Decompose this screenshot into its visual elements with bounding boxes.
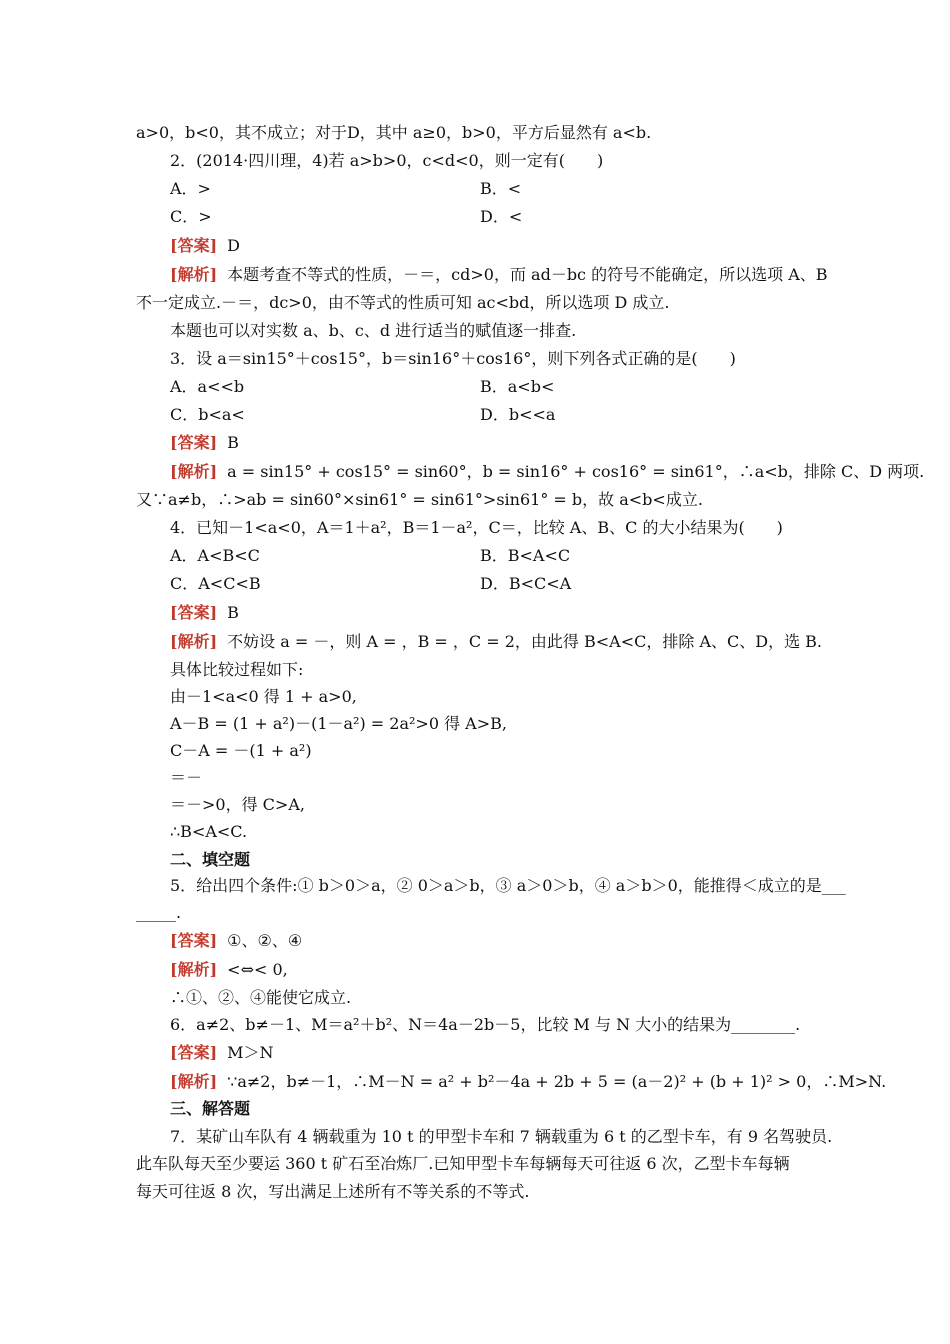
analysis-text: <⇔< 0, — [227, 960, 288, 979]
option-b: B．a<b< — [480, 377, 555, 396]
question-2: 2．(2014·四川理，4)若 a>b>0，c<d<0，则一定有( ) — [170, 151, 604, 170]
answer-tag: [答案] — [170, 433, 218, 452]
option-c: C．b<a< — [170, 405, 245, 424]
option-d: D．b<<a — [480, 405, 556, 424]
answer-line — [170, 931, 302, 951]
text-line: ∴①、②、④能使它成立. — [170, 988, 352, 1007]
text-line: ＝－ — [170, 768, 203, 787]
analysis-line — [170, 960, 288, 980]
text-line: 每天可往返 8 次，写出满足上述所有不等关系的不等式. — [136, 1182, 530, 1201]
answer-value: B — [227, 603, 239, 622]
analysis-text: ∵a≠2，b≠－1，∴M－N = a² + b²－4a + 2b + 5 = (a－2)² + (b + 1)² > 0，∴M>N. — [227, 1072, 887, 1091]
analysis-tag: [解析] — [170, 960, 218, 979]
answer-value: D — [227, 236, 240, 255]
analysis-text: 本题考查不等式的性质，－＝，cd>0，而 ad－bc 的符号不能确定，所以选项 A、B — [227, 265, 828, 284]
option-c: C．> — [170, 207, 212, 226]
analysis-tag: [解析] — [170, 265, 218, 284]
answer-line — [170, 433, 239, 453]
analysis-line — [170, 462, 924, 482]
answer-tag: [答案] — [170, 931, 218, 950]
answer-line — [170, 1043, 274, 1063]
option-b: B．< — [480, 179, 522, 198]
analysis-text: 不妨设 a = －，则 A = ，B = ，C = 2，由此得 B<A<C，排除 A、C、D，选 B. — [227, 632, 823, 651]
analysis-line — [170, 1072, 886, 1092]
question-6: 6．a≠2、b≠－1、M＝a²＋b²、N＝4a－2b－5，比较 M 与 N 大小的结果为________. — [170, 1015, 801, 1034]
answer-tag: [答案] — [170, 603, 218, 622]
option-c: C．A<C<B — [170, 574, 261, 593]
answer-line — [170, 603, 239, 623]
option-a: A．A<B<C — [170, 546, 260, 565]
text-line: _____. — [136, 903, 182, 922]
analysis-tag: [解析] — [170, 1072, 218, 1091]
question-7: 7．某矿山车队有 4 辆载重为 10 t 的甲型卡车和 7 辆载重为 6 t 的乙型卡车，有 9 名驾驶员. — [170, 1127, 833, 1146]
answer-line — [170, 236, 240, 256]
text-line: 又∵a≠b，∴>ab = sin60°×sin61° = sin61°>sin61° = b，故 a<b<成立. — [136, 490, 703, 509]
question-5: 5．给出四个条件:① b＞0＞a，② 0＞a＞b，③ a＞0＞b，④ a＞b＞0，能推得＜成立的是___ — [170, 876, 846, 895]
option-a: A．a<<b — [170, 377, 245, 396]
question-3: 3．设 a＝sin15°＋cos15°，b＝sin16°＋cos16°，则下列各式正确的是( ) — [170, 349, 736, 368]
text-line: 不一定成立.－＝，dc>0，由不等式的性质可知 ac<bd，所以选项 D 成立. — [136, 293, 670, 312]
option-b: B．B<A<C — [480, 546, 571, 565]
text-line: A－B = (1 + a²)－(1－a²) = 2a²>0 得 A>B, — [170, 714, 507, 733]
analysis-tag: [解析] — [170, 632, 218, 651]
option-a: A．> — [170, 179, 211, 198]
answer-value: B — [227, 433, 239, 452]
text-line: 本题也可以对实数 a、b、c、d 进行适当的赋值逐一排查. — [170, 321, 577, 340]
answer-tag: [答案] — [170, 1043, 218, 1062]
analysis-text: a = sin15° + cos15° = sin60°，b = sin16° + cos16° = sin61°，∴a<b，排除 C、D 两项. — [227, 462, 925, 481]
text-line: 具体比较过程如下: — [170, 660, 304, 679]
option-d: D．< — [480, 207, 523, 226]
question-4: 4．已知－1<a<0，A＝1＋a²，B＝1－a²，C＝，比较 A、B、C 的大小结果为( ) — [170, 518, 783, 537]
text-line: C－A = －(1 + a²) — [170, 741, 312, 760]
text-line: 此车队每天至少要运 360 t 矿石至冶炼厂.已知甲型卡车每辆每天可往返 6 次，乙型卡车每辆 — [136, 1154, 790, 1173]
text-line: 由－1<a<0 得 1 + a>0, — [170, 687, 357, 706]
text-line: a>0，b<0，其不成立；对于D，其中 a≥0，b>0，平方后显然有 a<b. — [136, 123, 652, 142]
text-line: ＝－>0，得 C>A, — [170, 795, 305, 814]
analysis-tag: [解析] — [170, 462, 218, 481]
answer-value: M＞N — [227, 1043, 274, 1062]
section-heading: 三、解答题 — [170, 1099, 251, 1118]
analysis-line — [170, 632, 822, 652]
answer-value: ①、②、④ — [227, 931, 303, 950]
option-d: D．B<C<A — [480, 574, 572, 593]
answer-tag: [答案] — [170, 236, 218, 255]
analysis-line — [170, 265, 828, 285]
text-line: ∴B<A<C. — [170, 822, 248, 841]
section-heading: 二、填空题 — [170, 850, 251, 869]
